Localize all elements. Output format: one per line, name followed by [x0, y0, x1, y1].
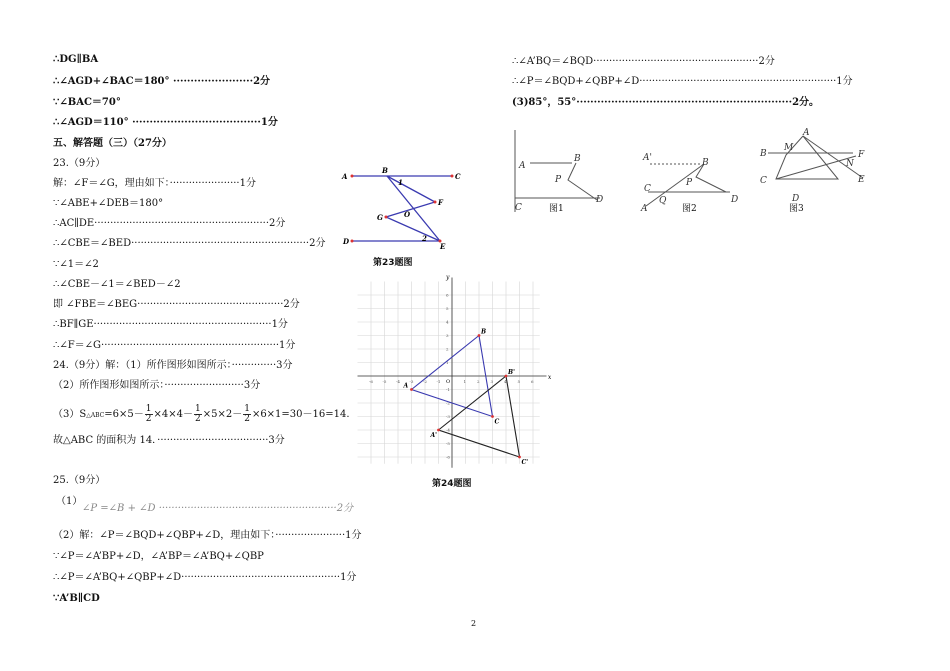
point-C': [518, 456, 521, 459]
section-heading: 五、解答题（三）（27分）: [53, 138, 172, 149]
q25-part1-label: （1）: [56, 496, 83, 507]
label-E: E: [440, 242, 446, 251]
angle-label-1: 1: [398, 178, 403, 187]
figure-23-caption: 第23题图: [373, 258, 413, 268]
x-tick-label: 3: [490, 379, 494, 384]
text-line-8: ∵∠ABE+∠DEB＝180°: [53, 198, 164, 209]
fig2-label-B: B: [702, 158, 709, 168]
fig3-label-A: A: [803, 128, 810, 138]
point-C: [491, 415, 494, 418]
label-C: C: [455, 172, 461, 181]
y-axis-label: y: [446, 273, 450, 281]
figure-25-3: [758, 126, 873, 208]
y-tick-label: -4: [446, 427, 450, 433]
y-tick-label: 6: [446, 292, 449, 298]
y-tick-label: -1: [446, 387, 450, 392]
label-O: O: [404, 210, 411, 219]
figure-23: [340, 165, 465, 255]
x-tick-label: -6: [369, 379, 373, 384]
label-F: F: [438, 198, 443, 207]
text-line-10: ∴∠CBE＝∠BED························································2分: [53, 238, 326, 249]
label-D: D: [343, 237, 350, 246]
x-tick-label: -3: [409, 379, 414, 384]
y-tick-label: -2: [446, 400, 450, 406]
fig1-label-P: P: [555, 175, 562, 185]
area-formula: （3）S△ABC=6×5－ $\frac{1}{2}$ ×4×4－ $\frac{1}{2}$ ×5×2－ $\frac{1}{2}$ ×6×1=30－16=14.: [53, 404, 350, 424]
text-line-11: ∵∠1＝∠2: [53, 259, 99, 270]
x-tick-label: -2: [423, 379, 427, 384]
fig2-label-C: C: [644, 184, 651, 194]
q25-line5: ∵A’B∥CD: [53, 593, 100, 604]
y-tick-label: -5: [446, 441, 450, 446]
point-label: A': [430, 432, 437, 439]
fig2-label-A-prime: A': [643, 153, 652, 163]
fig3-label-M: M: [784, 143, 794, 153]
page-number: 2: [471, 619, 477, 628]
x-tick-label: 2: [477, 379, 480, 384]
y-tick-label: 2: [446, 346, 449, 352]
text-line-3: ∵∠BAC＝70°: [53, 97, 121, 108]
fig1-label-B: B: [574, 154, 581, 164]
x-tick-label: 6: [531, 379, 534, 384]
figure-24: [370, 270, 550, 470]
x-tick-label: 4: [504, 379, 507, 384]
label-B: B: [382, 166, 388, 175]
q25-part1-formula: ∠P =∠B + ∠D ························································2分: [82, 503, 354, 514]
fig1-caption: 图1: [549, 204, 564, 214]
text-line-12: ∴∠CBE－∠1＝∠BED－∠2: [53, 279, 181, 290]
question-25-heading: 25.（9分）: [53, 475, 106, 486]
y-tick-label: 1: [446, 360, 449, 365]
point-label: C: [494, 418, 500, 426]
q25-part2: （2）解：∠P＝∠BQD+∠QBP+∠D，理由如下：······················1分: [53, 530, 362, 541]
fig1-label-D: D: [596, 195, 604, 205]
q25-line4: ∴∠P＝∠A’BQ+∠QBP+∠D··················································1分: [53, 572, 357, 583]
fig2-label-Q: Q: [659, 196, 667, 206]
point-B': [505, 375, 508, 378]
fraction-2: $\frac{1}{2}$: [194, 404, 201, 424]
fig3-label-E: E: [858, 175, 865, 185]
text-line-14: ∴BF∥GE························································1分: [53, 319, 288, 330]
fig2-caption: 图2: [682, 204, 697, 214]
text-line-17: （2）所作图形如图所示：·························3分: [53, 380, 261, 391]
y-tick-label: -3: [446, 414, 450, 419]
text-line-13: 即 ∠FBE＝∠BEG··············································2分: [53, 299, 300, 310]
right-line-3: (3)85°，55°······························································2分。: [512, 97, 820, 108]
y-tick-label: 5: [446, 306, 449, 311]
point-label: C': [521, 459, 529, 466]
x-tick-label: 5: [517, 379, 521, 384]
figure-24-caption: 第24题图: [432, 479, 472, 489]
fig3-label-F: F: [858, 150, 865, 160]
point-label: A: [403, 382, 409, 390]
q25-line3: ∵∠P＝∠A’BP+∠D，∠A’BP＝∠A’BQ+∠QBP: [53, 551, 264, 562]
point-B: [478, 334, 481, 337]
origin-label: O: [446, 379, 451, 385]
x-tick-label: 1: [463, 379, 467, 384]
right-line-1: ∴∠A’BQ＝∠BQD····················································2分: [512, 56, 775, 67]
question-23-heading: 23.（9分）: [53, 158, 106, 169]
fig3-label-D: D: [792, 194, 800, 204]
text-line-9: ∴AC∥DE·······················································2分: [53, 218, 286, 229]
text-line-15: ∴∠F＝∠G························································1分: [53, 340, 296, 351]
label-A: A: [342, 172, 348, 181]
fig1-label-C: C: [515, 203, 522, 213]
point-label: B: [481, 328, 487, 336]
fig3-caption: 图3: [789, 204, 804, 214]
fraction-1: $\frac{1}{2}$: [145, 404, 152, 424]
fig2-label-P: P: [686, 178, 693, 188]
question-24-heading: 24.（9分）解：（1）所作图形如图所示：··············3分: [53, 360, 293, 371]
y-tick-label: 3: [446, 333, 449, 338]
fig1-label-A: A: [519, 161, 526, 171]
text-line-7: 解：∠F＝∠G，理由如下：······················1分: [53, 178, 256, 189]
fig3-label-N: N: [846, 159, 854, 169]
point-A': [437, 429, 440, 432]
fig3-label-B: B: [760, 149, 767, 159]
x-tick-label: -5: [382, 379, 387, 384]
x-tick-label: -1: [436, 379, 441, 384]
fig2-label-D: D: [731, 195, 739, 205]
label-G: G: [377, 213, 383, 222]
text-line-4: ∴∠AGD＝110° ·····································1分: [53, 117, 278, 128]
text-line-2: ∴∠AGD+∠BAC＝180° ·······················2分: [53, 76, 271, 87]
right-line-2: ∴∠P＝∠BQD+∠QBP+∠D······························································1分: [512, 76, 853, 87]
area-result: 故△ABC 的面积为 14．···································3分: [53, 435, 285, 446]
fraction-3: $\frac{1}{2}$: [244, 404, 250, 424]
text-line-1: ∴DG∥BA: [53, 54, 99, 65]
angle-label-2: 2: [422, 234, 427, 243]
x-axis-label: x: [547, 374, 552, 381]
x-tick-label: -4: [396, 379, 400, 384]
point-A: [410, 388, 413, 391]
y-tick-label: 4: [446, 319, 449, 325]
fig2-label-A: A: [641, 204, 648, 214]
point-label: B': [508, 369, 515, 376]
fig3-label-C: C: [760, 176, 767, 186]
y-tick-label: -6: [446, 454, 450, 460]
